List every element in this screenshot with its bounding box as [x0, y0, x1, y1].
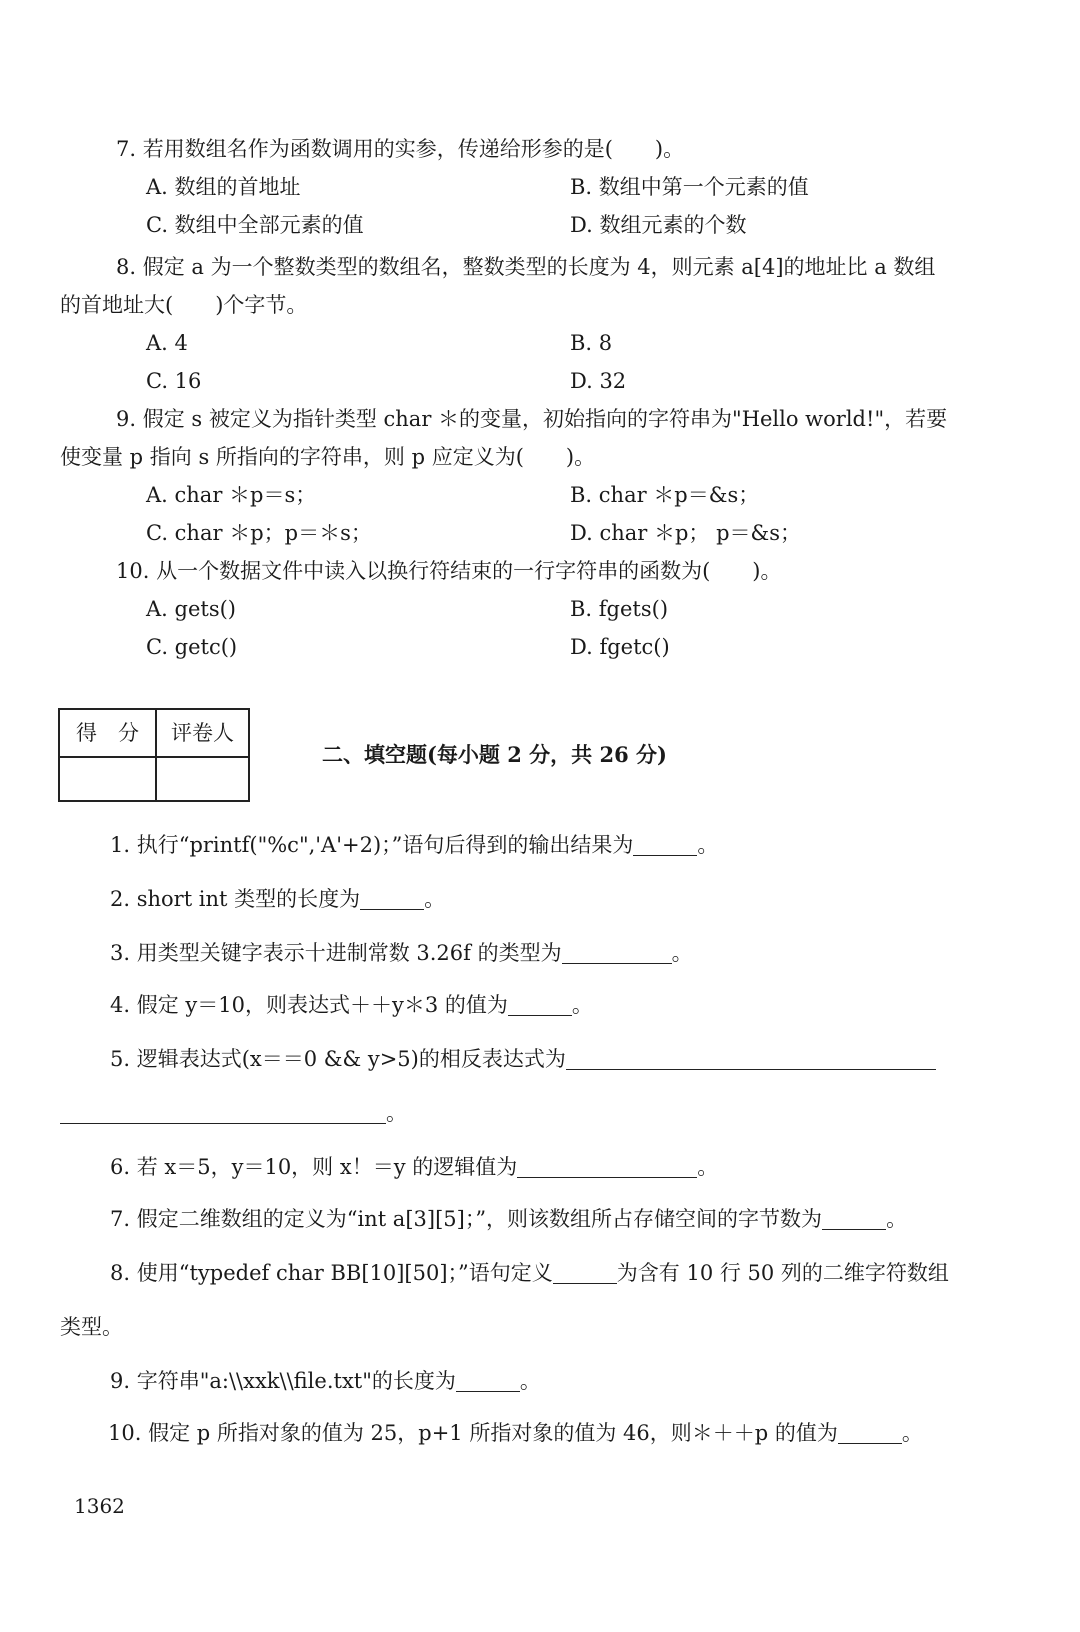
fill-in-2-blank[interactable] — [360, 887, 424, 910]
fill-in-8 — [110, 1258, 949, 1288]
question-8-stem-line2: 的首地址大( )个字节。 — [60, 293, 308, 317]
question-10-option-a: A. gets() — [146, 597, 236, 621]
fill-in-5-blank[interactable] — [566, 1047, 936, 1070]
score-box-row-divider — [60, 756, 248, 758]
fill-in-8-cont: 类型。 — [60, 1315, 123, 1339]
fill-in-9 — [110, 1366, 541, 1396]
section-title: 二、填空题(每小题 2 分，共 26 分) — [322, 742, 667, 767]
fill-in-4-end: 。 — [571, 993, 593, 1017]
question-9-option-a: A. char ＊p＝s； — [146, 483, 317, 507]
fill-in-6-end: 。 — [697, 1155, 719, 1179]
question-9-stem-line2: 使变量 p 指向 s 所指向的字符串，则 p 应定义为( )。 — [60, 445, 596, 469]
question-10-option-c: C. getc() — [146, 635, 238, 659]
fill-in-8-text: 8. 使用“typedef char BB[10][50]；”语句定义 — [110, 1261, 553, 1285]
question-8-option-d: D. 32 — [570, 369, 627, 393]
question-8-stem-line1: 8. 假定 a 为一个整数类型的数组名，整数类型的长度为 4，则元素 a[4]的地址比 a 数组 — [116, 255, 936, 279]
question-9-stem-line1: 9. 假定 s 被定义为指针类型 char ＊的变量，初始指向的字符串为"Hello world!"，若要 — [116, 407, 948, 431]
fill-in-10-blank[interactable] — [838, 1421, 902, 1444]
question-8-option-b: B. 8 — [570, 331, 613, 355]
fill-in-3 — [110, 938, 693, 968]
question-9-option-c: C. char ＊p；p＝＊s； — [146, 521, 372, 545]
score-box-score-label: 得 分 — [76, 721, 139, 745]
fill-in-2 — [110, 884, 445, 914]
question-8-option-c: C. 16 — [146, 369, 202, 393]
fill-in-4-blank[interactable] — [508, 993, 572, 1016]
question-7-option-a: A. 数组的首地址 — [146, 175, 301, 199]
question-9-option-b: B. char ＊p＝&s； — [570, 483, 760, 507]
page-number: 1362 — [74, 1494, 125, 1518]
fill-in-4-text: 4. 假定 y＝10，则表达式＋＋y＊3 的值为 — [110, 993, 508, 1017]
fill-in-8-end: 为含有 10 行 50 列的二维字符数组 — [616, 1261, 949, 1285]
fill-in-5-text: 5. 逻辑表达式(x＝＝0 && y>5)的相反表达式为 — [110, 1047, 566, 1071]
question-8-option-a: A. 4 — [146, 331, 188, 355]
fill-in-1 — [110, 830, 718, 860]
fill-in-5-cont-blank[interactable] — [60, 1101, 386, 1124]
fill-in-5-cont — [60, 1098, 407, 1128]
fill-in-8-blank[interactable] — [553, 1261, 617, 1284]
fill-in-3-text: 3. 用类型关键字表示十进制常数 3.26f 的类型为 — [110, 941, 562, 965]
fill-in-10-end: 。 — [901, 1421, 923, 1445]
fill-in-6-text: 6. 若 x＝5，y＝10，则 x！＝y 的逻辑值为 — [110, 1155, 518, 1179]
fill-in-4 — [110, 990, 593, 1020]
fill-in-3-blank[interactable] — [562, 941, 672, 964]
question-7-option-c: C. 数组中全部元素的值 — [146, 213, 364, 237]
fill-in-7-end: 。 — [886, 1207, 908, 1231]
fill-in-5-cont-end: 。 — [386, 1101, 407, 1125]
question-7-option-b: B. 数组中第一个元素的值 — [570, 175, 809, 199]
question-7-option-d: D. 数组元素的个数 — [570, 213, 747, 237]
question-10-option-d: D. fgetc() — [570, 635, 670, 659]
fill-in-1-text: 1. 执行“printf("%c",'A'+2)；”语句后得到的输出结果为 — [110, 833, 634, 857]
fill-in-9-text: 9. 字符串"a:\\xxk\\file.txt"的长度为 — [110, 1369, 456, 1393]
fill-in-1-blank[interactable] — [633, 833, 697, 856]
fill-in-10-text: 10. 假定 p 所指对象的值为 25，p+1 所指对象的值为 46，则＊＋＋p 的值为 — [108, 1421, 838, 1445]
fill-in-6-blank[interactable] — [517, 1155, 697, 1178]
fill-in-6 — [110, 1152, 718, 1182]
fill-in-10 — [108, 1418, 923, 1448]
score-box-divider — [155, 710, 157, 800]
fill-in-7 — [110, 1204, 907, 1234]
question-10-stem: 10. 从一个数据文件中读入以换行符结束的一行字符串的函数为( )。 — [116, 559, 782, 583]
fill-in-7-text: 7. 假定二维数组的定义为“int a[3][5]；”，则该数组所占存储空间的字节数为 — [110, 1207, 823, 1231]
question-7-stem: 7. 若用数组名作为函数调用的实参，传递给形参的是( )。 — [116, 137, 685, 161]
score-box-grader-label: 评卷人 — [171, 721, 234, 745]
fill-in-2-text: 2. short int 类型的长度为 — [110, 887, 361, 911]
question-9-option-d: D. char ＊p； p＝&s； — [570, 521, 801, 545]
fill-in-9-end: 。 — [519, 1369, 541, 1393]
fill-in-7-blank[interactable] — [822, 1207, 886, 1230]
fill-in-1-end: 。 — [697, 833, 719, 857]
fill-in-3-end: 。 — [671, 941, 693, 965]
fill-in-2-end: 。 — [424, 887, 446, 911]
question-10-option-b: B. fgets() — [570, 597, 669, 621]
fill-in-5 — [110, 1044, 936, 1074]
fill-in-9-blank[interactable] — [456, 1369, 520, 1392]
score-box — [58, 708, 250, 802]
